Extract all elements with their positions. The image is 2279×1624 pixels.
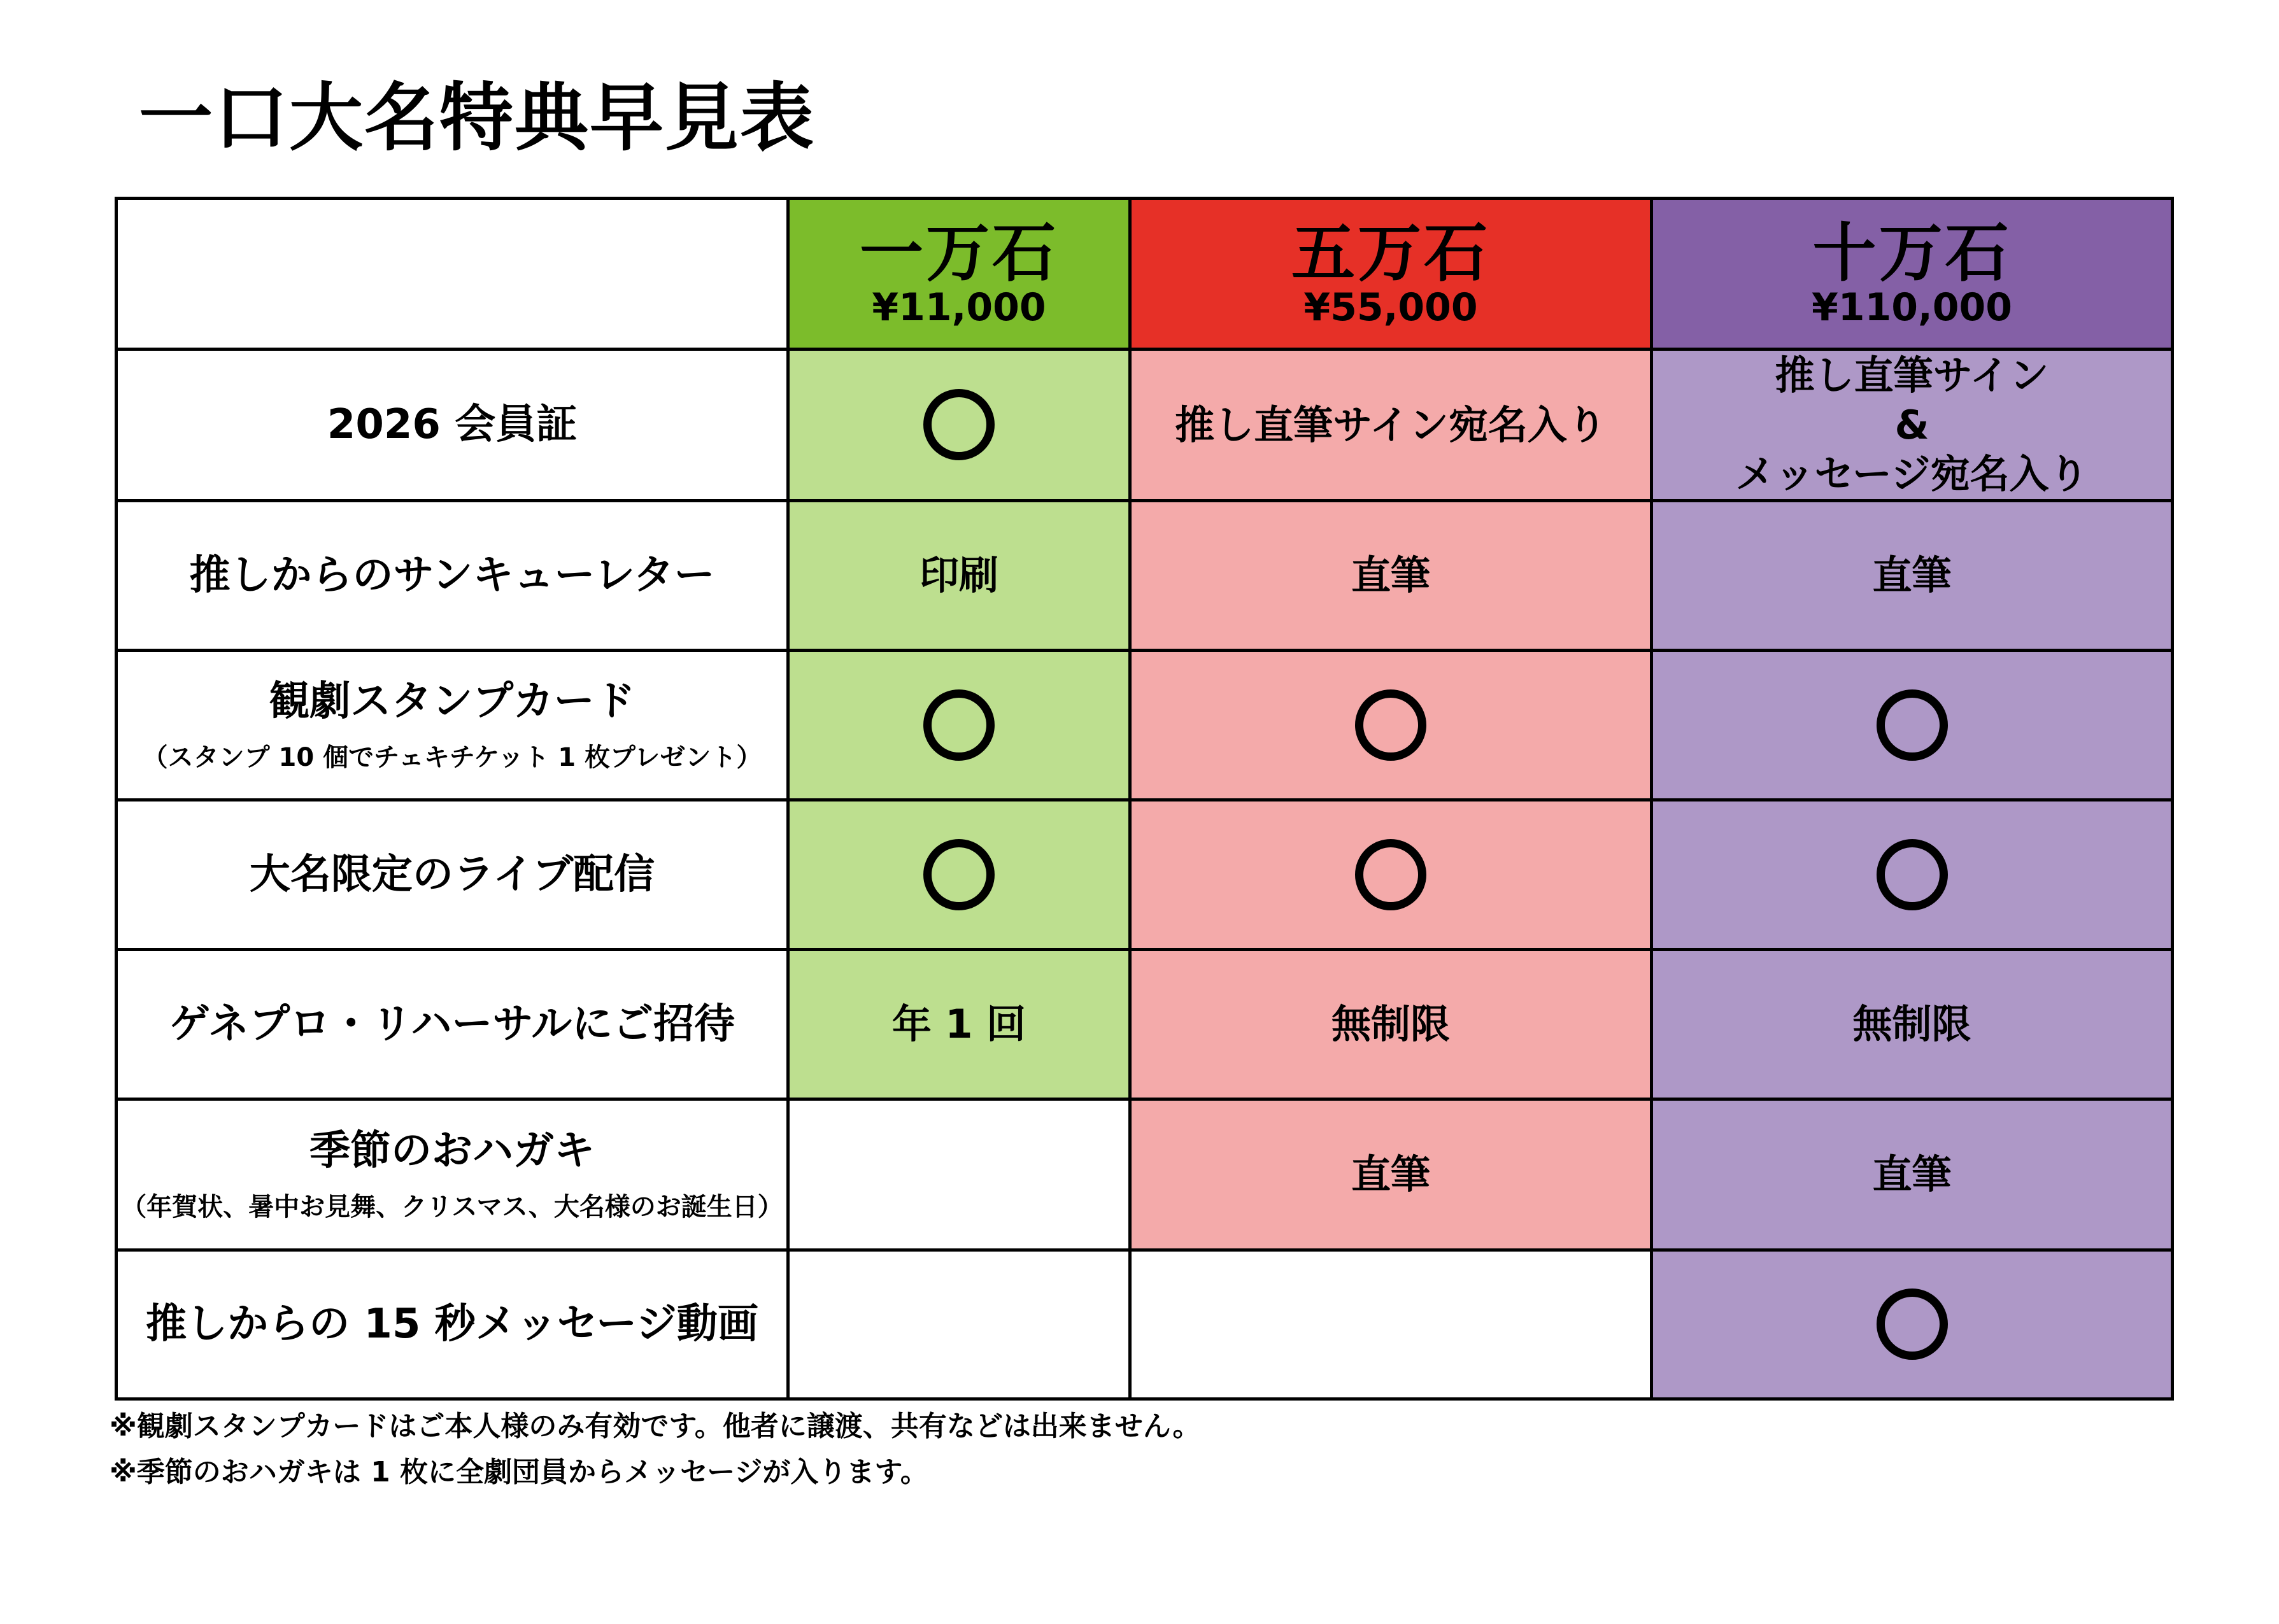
benefit-cell (1130, 350, 1652, 501)
tier-price: ¥110,000 (1811, 285, 2013, 330)
benefit-row (117, 1099, 2173, 1250)
benefit-cell (788, 350, 1130, 501)
footnote: ※季節のおハガキは 1 枚に全劇団員からメッセージが入ります。 (110, 1456, 928, 1488)
tier-header-3 (1652, 199, 2173, 350)
feature-cell (117, 800, 788, 949)
benefit-value: メッセージ宛名入り (1735, 451, 2089, 497)
benefit-cell (788, 949, 1130, 1099)
feature-note: （スタンプ 10 個でチェキチケット 1 枚プレゼント） (142, 742, 762, 772)
benefit-row (117, 500, 2173, 650)
benefit-value: 推し直筆サイン (1775, 352, 2049, 399)
benefit-value: 無制限 (1852, 1000, 1971, 1047)
tier-price: ¥11,000 (872, 285, 1046, 330)
header-row (117, 199, 2173, 350)
benefit-value: 印刷 (919, 551, 998, 598)
header-corner-cell (117, 199, 788, 350)
benefit-cell (1652, 350, 2173, 501)
benefit-row (117, 949, 2173, 1099)
page-title: 一口大名特典早見表 (139, 75, 815, 161)
feature-note: （年賀状、暑中お見舞、クリスマス、大名様のお誕生日） (121, 1192, 783, 1222)
benefit-value: 推し直筆サイン宛名入り (1175, 401, 1607, 448)
feature-cell (117, 650, 788, 800)
benefit-cell (788, 650, 1130, 800)
feature-label: 季節のおハガキ (309, 1127, 595, 1175)
tier-header-2 (1130, 199, 1652, 350)
benefit-row (117, 350, 2173, 501)
benefit-value: 直筆 (1872, 1150, 1952, 1197)
footnotes (110, 1404, 1200, 1495)
feature-label: 推しからのサンキューレター (189, 551, 715, 599)
benefit-cell (1130, 1250, 1652, 1399)
benefit-cell (1652, 500, 2173, 650)
included-circle-icon (923, 389, 995, 460)
feature-label: ゲネプロ・リハーサルにご招待 (169, 1000, 735, 1048)
included-circle-icon (923, 689, 995, 761)
feature-label: 観劇スタンプカード (269, 677, 635, 725)
benefit-cell (788, 500, 1130, 650)
feature-cell (117, 1250, 788, 1399)
footnote: ※観劇スタンプカードはご本人様のみ有効です。他者に譲渡、共有などは出来ません。 (110, 1410, 1201, 1443)
benefit-cell (788, 1099, 1130, 1250)
tier-price: ¥55,000 (1303, 285, 1478, 330)
included-circle-icon (1355, 839, 1426, 910)
benefit-row (117, 650, 2173, 800)
benefit-cell (1652, 800, 2173, 949)
feature-label: 推しからの 15 秒メッセージ動画 (146, 1301, 758, 1348)
benefit-cell (1130, 650, 1652, 800)
benefit-cell (788, 800, 1130, 949)
benefit-value: 無制限 (1331, 1000, 1450, 1047)
benefit-row (117, 800, 2173, 949)
benefit-cell (1652, 949, 2173, 1099)
benefit-row (117, 1250, 2173, 1399)
benefit-cell (1130, 1099, 1652, 1250)
benefit-cell (1130, 949, 1652, 1099)
included-circle-icon (1355, 689, 1426, 761)
benefit-cell (788, 1250, 1130, 1399)
feature-cell (117, 1099, 788, 1250)
benefit-cell (1652, 1099, 2173, 1250)
feature-label: 2026 会員証 (327, 401, 578, 449)
feature-label: 大名限定のライブ配信 (249, 851, 655, 898)
benefit-value: 直筆 (1351, 551, 1430, 598)
benefit-value: 年 1 回 (891, 1000, 1026, 1047)
benefit-value: 直筆 (1872, 551, 1952, 598)
benefit-cell (1130, 800, 1652, 949)
benefit-cell (1652, 1250, 2173, 1399)
benefit-cell (1130, 500, 1652, 650)
feature-cell (117, 350, 788, 501)
included-circle-icon (1877, 1289, 1948, 1360)
benefits-table (115, 197, 2174, 1401)
tier-name: 五万石 (1291, 215, 1490, 290)
tier-name: 一万石 (860, 215, 1058, 290)
benefit-value: & (1894, 401, 1929, 448)
feature-cell (117, 500, 788, 650)
included-circle-icon (1877, 839, 1948, 910)
included-circle-icon (1877, 689, 1948, 761)
feature-cell (117, 949, 788, 1099)
tier-name: 十万石 (1812, 215, 2012, 290)
benefit-cell (1652, 650, 2173, 800)
tier-header-1 (788, 199, 1130, 350)
benefit-value: 直筆 (1351, 1150, 1430, 1197)
included-circle-icon (923, 839, 995, 910)
